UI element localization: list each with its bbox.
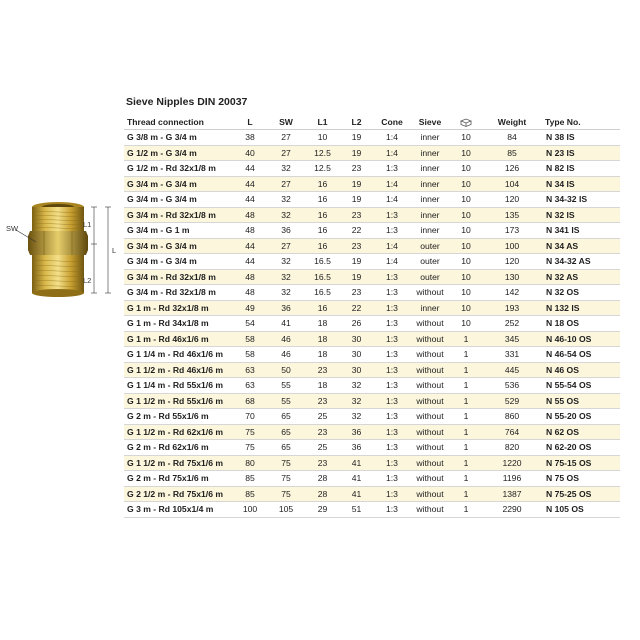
cell-l: 80	[234, 455, 266, 471]
cell-sieve: without	[410, 424, 450, 440]
cell-cone: 1:3	[374, 362, 410, 378]
col-header-sw: SW	[266, 115, 306, 130]
cell-l1: 16.5	[306, 254, 339, 270]
cell-quantity: 1	[450, 486, 482, 502]
cell-l2: 22	[339, 300, 374, 316]
cell-quantity: 1	[450, 362, 482, 378]
label-l1: L1	[83, 220, 92, 229]
cell-weight: 1387	[482, 486, 542, 502]
cell-sieve: inner	[410, 176, 450, 192]
cell-cone: 1:3	[374, 161, 410, 177]
cell-type-no: N 34-32 IS	[542, 192, 620, 208]
cell-sieve: inner	[410, 207, 450, 223]
cell-weight: 135	[482, 207, 542, 223]
cell-type-no: N 105 OS	[542, 502, 620, 518]
cell-quantity: 10	[450, 238, 482, 254]
cell-cone: 1:3	[374, 471, 410, 487]
cell-quantity: 10	[450, 176, 482, 192]
cell-cone: 1:3	[374, 486, 410, 502]
table-row	[124, 207, 620, 223]
cell-cone: 1:4	[374, 176, 410, 192]
cell-quantity: 1	[450, 409, 482, 425]
cell-quantity: 1	[450, 440, 482, 456]
table-row	[124, 440, 620, 456]
cell-type-no: N 46-54 OS	[542, 347, 620, 363]
col-header-l2: L2	[339, 115, 374, 130]
table-row	[124, 331, 620, 347]
cell-l2: 23	[339, 207, 374, 223]
cell-l: 68	[234, 393, 266, 409]
cell-cone: 1:3	[374, 455, 410, 471]
table-row	[124, 347, 620, 363]
cell-quantity: 10	[450, 316, 482, 332]
cell-quantity: 10	[450, 130, 482, 146]
table-row	[124, 238, 620, 254]
cell-quantity: 10	[450, 192, 482, 208]
cell-quantity: 1	[450, 331, 482, 347]
cell-sieve: inner	[410, 130, 450, 146]
cell-l: 48	[234, 207, 266, 223]
cell-sw: 50	[266, 362, 306, 378]
cell-weight: 252	[482, 316, 542, 332]
cell-l2: 19	[339, 254, 374, 270]
cell-thread: G 2 m - Rd 62x1/6 m	[124, 440, 234, 456]
cell-cone: 1:3	[374, 300, 410, 316]
table-row	[124, 316, 620, 332]
label-l2: L2	[83, 276, 92, 285]
cell-l2: 26	[339, 316, 374, 332]
cell-thread: G 2 m - Rd 55x1/6 m	[124, 409, 234, 425]
cell-sw: 32	[266, 254, 306, 270]
lower-thread	[32, 255, 84, 297]
cell-weight: 1220	[482, 455, 542, 471]
cell-sw: 75	[266, 486, 306, 502]
cell-l1: 16	[306, 223, 339, 239]
cell-weight: 173	[482, 223, 542, 239]
cell-thread: G 2 m - Rd 75x1/6 m	[124, 471, 234, 487]
table-row	[124, 409, 620, 425]
table-row	[124, 486, 620, 502]
cell-type-no: N 55 OS	[542, 393, 620, 409]
cell-l1: 28	[306, 486, 339, 502]
cell-sieve: inner	[410, 300, 450, 316]
cell-sieve: without	[410, 285, 450, 301]
cell-quantity: 10	[450, 285, 482, 301]
cell-l1: 16	[306, 192, 339, 208]
cell-l2: 32	[339, 378, 374, 394]
cell-type-no: N 34 AS	[542, 238, 620, 254]
table-header-row	[124, 115, 620, 130]
cell-type-no: N 75-25 OS	[542, 486, 620, 502]
cell-cone: 1:3	[374, 502, 410, 518]
table-row	[124, 223, 620, 239]
cell-l2: 32	[339, 393, 374, 409]
cell-sw: 32	[266, 192, 306, 208]
cell-weight: 120	[482, 192, 542, 208]
cell-sw: 55	[266, 393, 306, 409]
cell-l2: 19	[339, 145, 374, 161]
cell-cone: 1:3	[374, 440, 410, 456]
cell-l1: 16	[306, 176, 339, 192]
cell-type-no: N 38 IS	[542, 130, 620, 146]
cell-weight: 104	[482, 176, 542, 192]
cell-l1: 28	[306, 471, 339, 487]
cell-thread: G 3/4 m - Rd 32x1/8 m	[124, 207, 234, 223]
cell-sieve: without	[410, 347, 450, 363]
specification-table	[124, 115, 620, 518]
cell-l: 70	[234, 409, 266, 425]
table-row	[124, 471, 620, 487]
cell-l: 75	[234, 440, 266, 456]
cell-weight: 142	[482, 285, 542, 301]
page-title: Sieve Nipples DIN 20037	[126, 96, 248, 108]
cell-quantity: 10	[450, 300, 482, 316]
col-header-l: L	[234, 115, 266, 130]
cell-weight: 445	[482, 362, 542, 378]
cell-thread: G 1 1/2 m - Rd 62x1/6 m	[124, 424, 234, 440]
cell-l1: 23	[306, 424, 339, 440]
cell-sw: 27	[266, 176, 306, 192]
cell-quantity: 1	[450, 471, 482, 487]
cell-sw: 65	[266, 440, 306, 456]
cell-l1: 12.5	[306, 161, 339, 177]
upper-thread	[32, 202, 84, 231]
col-header-quantity	[450, 115, 482, 130]
cell-cone: 1:3	[374, 223, 410, 239]
cell-thread: G 3 m - Rd 105x1/4 m	[124, 502, 234, 518]
cell-type-no: N 82 IS	[542, 161, 620, 177]
cell-l2: 41	[339, 471, 374, 487]
cell-l2: 32	[339, 409, 374, 425]
package-icon	[460, 118, 472, 127]
cell-l2: 19	[339, 192, 374, 208]
cell-l: 44	[234, 254, 266, 270]
hex-nut	[28, 231, 88, 255]
cell-sieve: without	[410, 316, 450, 332]
table-row	[124, 161, 620, 177]
cell-l: 44	[234, 238, 266, 254]
cell-quantity: 1	[450, 502, 482, 518]
cell-sw: 41	[266, 316, 306, 332]
cell-l1: 25	[306, 440, 339, 456]
cell-thread: G 1 1/2 m - Rd 46x1/6 m	[124, 362, 234, 378]
cell-l2: 41	[339, 455, 374, 471]
cell-type-no: N 32 OS	[542, 285, 620, 301]
cell-l2: 23	[339, 285, 374, 301]
table-row	[124, 362, 620, 378]
cell-l2: 30	[339, 331, 374, 347]
cell-weight: 193	[482, 300, 542, 316]
table-row	[124, 300, 620, 316]
cell-thread: G 2 1/2 m - Rd 75x1/6 m	[124, 486, 234, 502]
cell-l2: 41	[339, 486, 374, 502]
cell-thread: G 1/2 m - Rd 32x1/8 m	[124, 161, 234, 177]
cell-type-no: N 46-10 OS	[542, 331, 620, 347]
cell-type-no: N 62 OS	[542, 424, 620, 440]
cell-sw: 46	[266, 347, 306, 363]
cell-thread: G 3/4 m - Rd 32x1/8 m	[124, 285, 234, 301]
cell-quantity: 10	[450, 161, 482, 177]
cell-sw: 32	[266, 285, 306, 301]
cell-thread: G 1 1/4 m - Rd 46x1/6 m	[124, 347, 234, 363]
table-row	[124, 145, 620, 161]
cell-sieve: outer	[410, 254, 450, 270]
cell-l1: 18	[306, 378, 339, 394]
cell-type-no: N 75-15 OS	[542, 455, 620, 471]
cell-l1: 29	[306, 502, 339, 518]
cell-sieve: without	[410, 331, 450, 347]
cell-sieve: without	[410, 393, 450, 409]
col-header-thread: Thread connection	[124, 115, 234, 130]
cell-l1: 16	[306, 207, 339, 223]
cell-thread: G 3/4 m - Rd 32x1/8 m	[124, 269, 234, 285]
cell-weight: 860	[482, 409, 542, 425]
cell-l1: 12.5	[306, 145, 339, 161]
table-row	[124, 176, 620, 192]
cell-quantity: 10	[450, 207, 482, 223]
cell-quantity: 1	[450, 393, 482, 409]
cell-l2: 19	[339, 130, 374, 146]
cell-l: 44	[234, 192, 266, 208]
cell-cone: 1:3	[374, 316, 410, 332]
cell-weight: 529	[482, 393, 542, 409]
cell-type-no: N 62-20 OS	[542, 440, 620, 456]
cell-quantity: 10	[450, 269, 482, 285]
cell-l: 58	[234, 347, 266, 363]
cell-l2: 22	[339, 223, 374, 239]
table-row	[124, 424, 620, 440]
cell-cone: 1:4	[374, 130, 410, 146]
cell-cone: 1:3	[374, 424, 410, 440]
cell-quantity: 10	[450, 254, 482, 270]
cell-l: 54	[234, 316, 266, 332]
cell-thread: G 1 1/4 m - Rd 55x1/6 m	[124, 378, 234, 394]
table-row	[124, 269, 620, 285]
cell-quantity: 10	[450, 145, 482, 161]
cell-l1: 18	[306, 331, 339, 347]
table-row	[124, 455, 620, 471]
cell-l1: 18	[306, 347, 339, 363]
cell-cone: 1:3	[374, 331, 410, 347]
cell-thread: G 1 m - Rd 32x1/8 m	[124, 300, 234, 316]
col-header-type: Type No.	[542, 115, 620, 130]
cell-l: 44	[234, 176, 266, 192]
cell-thread: G 3/4 m - G 3/4 m	[124, 176, 234, 192]
cell-cone: 1:3	[374, 285, 410, 301]
label-sw: SW	[6, 224, 19, 233]
cell-l: 48	[234, 269, 266, 285]
cell-weight: 1196	[482, 471, 542, 487]
cell-cone: 1:4	[374, 238, 410, 254]
col-header-cone: Cone	[374, 115, 410, 130]
cell-cone: 1:3	[374, 393, 410, 409]
cell-sw: 36	[266, 223, 306, 239]
cell-sw: 105	[266, 502, 306, 518]
cell-l: 48	[234, 285, 266, 301]
cell-type-no: N 34-32 AS	[542, 254, 620, 270]
cell-type-no: N 55-20 OS	[542, 409, 620, 425]
cell-type-no: N 34 IS	[542, 176, 620, 192]
label-l: L	[112, 246, 117, 255]
cell-l2: 36	[339, 424, 374, 440]
cell-quantity: 1	[450, 424, 482, 440]
cell-type-no: N 75 OS	[542, 471, 620, 487]
cell-weight: 130	[482, 269, 542, 285]
cell-l: 85	[234, 471, 266, 487]
cell-weight: 764	[482, 424, 542, 440]
cell-l2: 36	[339, 440, 374, 456]
cell-type-no: N 341 IS	[542, 223, 620, 239]
cell-l: 63	[234, 362, 266, 378]
cell-cone: 1:3	[374, 269, 410, 285]
cell-cone: 1:3	[374, 378, 410, 394]
cell-sw: 36	[266, 300, 306, 316]
cell-sw: 27	[266, 145, 306, 161]
cell-sw: 75	[266, 455, 306, 471]
cell-weight: 100	[482, 238, 542, 254]
cell-type-no: N 46 OS	[542, 362, 620, 378]
cell-weight: 120	[482, 254, 542, 270]
cell-cone: 1:4	[374, 192, 410, 208]
cell-type-no: N 132 IS	[542, 300, 620, 316]
cell-cone: 1:4	[374, 145, 410, 161]
cell-sieve: inner	[410, 145, 450, 161]
cell-type-no: N 18 OS	[542, 316, 620, 332]
cell-l1: 18	[306, 316, 339, 332]
cell-weight: 536	[482, 378, 542, 394]
cell-thread: G 3/4 m - G 3/4 m	[124, 192, 234, 208]
cell-type-no: N 32 AS	[542, 269, 620, 285]
cell-cone: 1:3	[374, 347, 410, 363]
cell-l2: 30	[339, 362, 374, 378]
cell-thread: G 1 1/2 m - Rd 55x1/6 m	[124, 393, 234, 409]
cell-type-no: N 55-54 OS	[542, 378, 620, 394]
cell-l: 85	[234, 486, 266, 502]
cell-l1: 23	[306, 362, 339, 378]
cell-l2: 23	[339, 238, 374, 254]
cell-quantity: 1	[450, 347, 482, 363]
cell-cone: 1:3	[374, 207, 410, 223]
table-row	[124, 502, 620, 518]
cell-sieve: without	[410, 502, 450, 518]
cell-sieve: without	[410, 378, 450, 394]
cell-sw: 32	[266, 207, 306, 223]
cell-cone: 1:3	[374, 409, 410, 425]
cell-l: 100	[234, 502, 266, 518]
cell-type-no: N 32 IS	[542, 207, 620, 223]
cell-l1: 23	[306, 455, 339, 471]
cell-thread: G 1 1/2 m - Rd 75x1/6 m	[124, 455, 234, 471]
cell-thread: G 3/4 m - G 3/4 m	[124, 238, 234, 254]
cell-quantity: 1	[450, 378, 482, 394]
cell-sieve: without	[410, 409, 450, 425]
cell-l1: 16	[306, 300, 339, 316]
cell-l: 40	[234, 145, 266, 161]
table-row	[124, 285, 620, 301]
table-row	[124, 378, 620, 394]
cell-sw: 32	[266, 269, 306, 285]
cell-l1: 23	[306, 393, 339, 409]
cell-sw: 32	[266, 161, 306, 177]
cell-thread: G 1/2 m - G 3/4 m	[124, 145, 234, 161]
cell-sieve: inner	[410, 223, 450, 239]
table-row	[124, 130, 620, 146]
cell-l: 38	[234, 130, 266, 146]
cell-sw: 75	[266, 471, 306, 487]
cell-sw: 46	[266, 331, 306, 347]
cell-l: 63	[234, 378, 266, 394]
cell-sieve: without	[410, 440, 450, 456]
cell-weight: 126	[482, 161, 542, 177]
cell-sieve: without	[410, 362, 450, 378]
cell-sw: 65	[266, 424, 306, 440]
col-header-l1: L1	[306, 115, 339, 130]
cell-sw: 27	[266, 130, 306, 146]
cell-sieve: outer	[410, 238, 450, 254]
cell-thread: G 3/4 m - G 1 m	[124, 223, 234, 239]
cell-sieve: without	[410, 471, 450, 487]
cell-thread: G 3/4 m - G 3/4 m	[124, 254, 234, 270]
cell-l2: 30	[339, 347, 374, 363]
cell-type-no: N 23 IS	[542, 145, 620, 161]
cell-sw: 65	[266, 409, 306, 425]
cell-l2: 19	[339, 269, 374, 285]
table-row	[124, 254, 620, 270]
cell-l1: 25	[306, 409, 339, 425]
cell-weight: 84	[482, 130, 542, 146]
table-row	[124, 192, 620, 208]
cell-l2: 23	[339, 161, 374, 177]
cell-sieve: without	[410, 486, 450, 502]
cell-weight: 85	[482, 145, 542, 161]
table-row	[124, 393, 620, 409]
cell-l1: 16	[306, 238, 339, 254]
cell-quantity: 1	[450, 455, 482, 471]
cell-l: 75	[234, 424, 266, 440]
cell-l: 48	[234, 223, 266, 239]
col-header-sieve: Sieve	[410, 115, 450, 130]
cell-weight: 2290	[482, 502, 542, 518]
cell-sieve: inner	[410, 161, 450, 177]
cell-thread: G 1 m - Rd 46x1/6 m	[124, 331, 234, 347]
cell-l: 44	[234, 161, 266, 177]
cell-l: 58	[234, 331, 266, 347]
cell-l1: 10	[306, 130, 339, 146]
cell-thread: G 3/8 m - G 3/4 m	[124, 130, 234, 146]
cell-sw: 55	[266, 378, 306, 394]
cell-l1: 16.5	[306, 285, 339, 301]
cell-l2: 51	[339, 502, 374, 518]
cell-sw: 27	[266, 238, 306, 254]
cell-weight: 345	[482, 331, 542, 347]
cell-weight: 331	[482, 347, 542, 363]
cell-l: 49	[234, 300, 266, 316]
cell-sieve: outer	[410, 269, 450, 285]
cell-quantity: 10	[450, 223, 482, 239]
cell-l1: 16.5	[306, 269, 339, 285]
col-header-weight: Weight	[482, 115, 542, 130]
cell-thread: G 1 m - Rd 34x1/8 m	[124, 316, 234, 332]
sieve-nipple-diagram	[0, 190, 125, 310]
cell-l2: 19	[339, 176, 374, 192]
cell-cone: 1:4	[374, 254, 410, 270]
cell-sieve: inner	[410, 192, 450, 208]
cell-sieve: without	[410, 455, 450, 471]
cell-weight: 820	[482, 440, 542, 456]
